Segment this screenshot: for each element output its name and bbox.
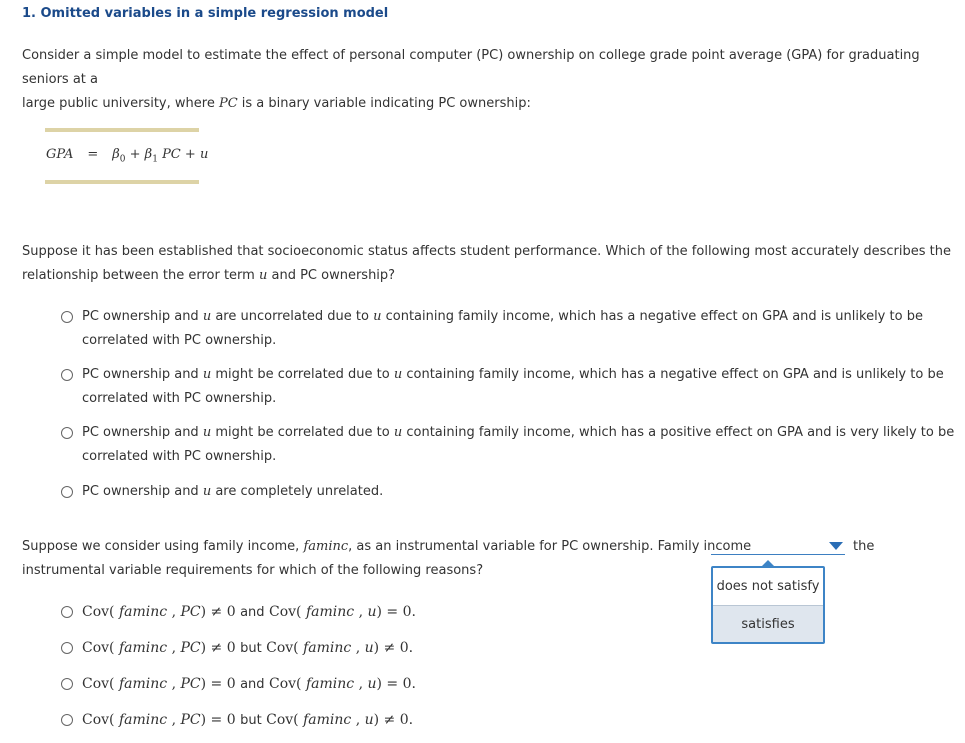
relation: ≠ 0. [383,712,414,728]
part2-text-after-dropdown: the [853,539,875,554]
comma: , [171,712,177,728]
part2-text: Suppose we consider using family income, [22,539,304,554]
comma: , [355,712,361,728]
pc-variable: PC [218,96,238,111]
option-text-segment: are completely unrelated. [211,484,384,499]
cov-label: Cov( [82,640,115,656]
intro-line-2 [22,92,965,116]
cov-label: Cov( [82,712,115,728]
option-text-segment: PC ownership and [82,309,203,324]
menu-caret [761,560,775,567]
part1-line-2 [22,264,951,288]
u-variable: u [202,484,212,499]
radio-button[interactable] [61,427,73,439]
comma: , [355,640,361,656]
option-text-line-2: correlated with PC ownership. [82,449,277,464]
part2-option-4[interactable] [61,708,413,733]
conjunction: and [240,605,265,620]
part1-prompt [22,240,951,288]
part1-text: relationship between the error term [22,268,259,283]
intro-line-1: Consider a simple model to estimate the effect of personal computer (PC) ownership on college grade point average (GPA) for graduating seniors at a [22,48,920,87]
cov-label: Cov( [269,676,302,692]
intro-text: large public university, where [22,96,219,111]
part1-option-3[interactable] [61,421,954,469]
radio-button[interactable] [61,606,73,618]
paren: ) [373,640,380,656]
faminc-variable: faminc [118,676,168,692]
option-text-segment: PC ownership and [82,484,203,499]
u-variable: u [364,640,374,656]
radio-button[interactable] [61,678,73,690]
cov-label: Cov( [269,604,302,620]
part2-option-1[interactable] [61,600,416,625]
comma: , [358,604,364,620]
comma: , [171,640,177,656]
menu-item-does-not-satisfy[interactable]: does not satisfy [716,579,820,594]
option-text [82,305,923,353]
pc-variable: PC [180,604,201,620]
option-text-segment: are uncorrelated due to [211,309,374,324]
faminc-variable: faminc [118,712,168,728]
u-variable: u [202,425,212,440]
satisfy-dropdown[interactable] [711,538,845,555]
eq-plus: + [184,147,196,162]
option-text [82,363,944,411]
eq-plus: + [129,147,141,162]
option-text [82,480,383,504]
u-variable: u [258,268,268,283]
part2-text: , as an instrumental variable for PC ownership. Family income [348,539,752,554]
option-text-segment: PC ownership and [82,425,203,440]
u-variable: u [367,604,377,620]
part2-option-3[interactable] [61,672,416,697]
part2-option-2[interactable] [61,636,413,661]
pc-variable: PC [180,676,201,692]
paren: ) [200,712,207,728]
conjunction: but [240,641,262,656]
relation: ≠ 0 [210,604,236,620]
part1-text: and PC ownership? [267,268,396,283]
menu-item-satisfies[interactable]: satisfies [713,605,823,642]
option-text [82,636,413,661]
part1-option-1[interactable] [61,305,923,353]
radio-button[interactable] [61,369,73,381]
faminc-variable: faminc [303,539,349,554]
faminc-variable: faminc [305,676,355,692]
part1-option-4[interactable] [61,480,383,504]
part1-line-1: Suppose it has been established that socioeconomic status affects student performance. Which of the following most accurately describes the [22,244,951,259]
cov-label: Cov( [82,676,115,692]
option-text [82,708,413,733]
faminc-variable: faminc [118,604,168,620]
cov-label: Cov( [82,604,115,620]
comma: , [171,676,177,692]
faminc-variable: faminc [305,604,355,620]
option-text-line-2: correlated with PC ownership. [82,333,277,348]
option-text-line-2: correlated with PC ownership. [82,391,277,406]
relation: ≠ 0. [383,640,414,656]
part1-option-2[interactable] [61,363,944,411]
relation: = 0. [386,676,416,692]
conjunction: but [240,713,262,728]
eq-beta0-sub: 0 [119,154,126,165]
eq-gpa: GPA [46,147,74,162]
u-variable: u [364,712,374,728]
relation: = 0. [386,604,416,620]
comma: , [358,676,364,692]
conjunction: and [240,677,265,692]
u-variable: u [202,367,212,382]
part2-prompt-line-2: instrumental variable requirements for which of the following reasons? [22,563,484,578]
faminc-variable: faminc [303,712,352,728]
cov-label: Cov( [266,640,299,656]
u-variable: u [393,425,403,440]
u-variable: u [367,676,377,692]
regression-equation [46,147,208,165]
eq-beta0: β [112,147,120,162]
radio-button[interactable] [61,714,73,726]
eq-beta1-sub: 1 [152,154,158,165]
radio-button[interactable] [61,311,73,323]
intro-text: is a binary variable indicating PC ownership: [237,96,531,111]
cov-label: Cov( [266,712,299,728]
part2-prompt-line-1 [22,535,751,559]
eq-pc: PC [162,147,181,162]
u-variable: u [373,309,382,324]
relation: ≠ 0 [210,640,236,656]
paren: ) [373,712,380,728]
eq-error-term: u [199,147,209,162]
eq-beta1: β [144,147,153,162]
faminc-variable: faminc [303,640,352,656]
radio-button[interactable] [61,642,73,654]
paren: ) [200,676,207,692]
eq-equals: = [87,147,99,162]
option-text [82,600,416,625]
intro-paragraph [22,44,965,116]
option-text-segment: might be correlated due to [211,425,394,440]
pc-variable: PC [180,640,201,656]
paren: ) [376,604,382,620]
paren: ) [200,604,207,620]
relation: = 0 [210,676,236,692]
option-text [82,421,954,469]
option-text [82,672,416,697]
comma: , [171,604,177,620]
chevron-down-icon[interactable] [829,542,843,550]
option-text-segment: PC ownership and [82,367,203,382]
u-variable: u [202,309,212,324]
paren: ) [200,640,207,656]
option-text-segment: might be correlated due to [211,367,394,382]
equation-bottom-border [45,180,199,184]
option-text-segment: containing family income, which has a positive effect on GPA and is very likely to be [402,425,955,440]
faminc-variable: faminc [118,640,168,656]
pc-variable: PC [180,712,201,728]
option-text-segment: containing family income, which has a negative effect on GPA and is unlikely to be [381,309,923,324]
paren: ) [376,676,382,692]
equation-top-border [45,128,199,132]
option-text-segment: containing family income, which has a negative effect on GPA and is unlikely to be [402,367,944,382]
relation: = 0 [210,712,236,728]
u-variable: u [393,367,403,382]
question-title: 1. Omitted variables in a simple regression model [22,6,389,21]
dropdown-menu [711,566,825,644]
radio-button[interactable] [61,486,73,498]
